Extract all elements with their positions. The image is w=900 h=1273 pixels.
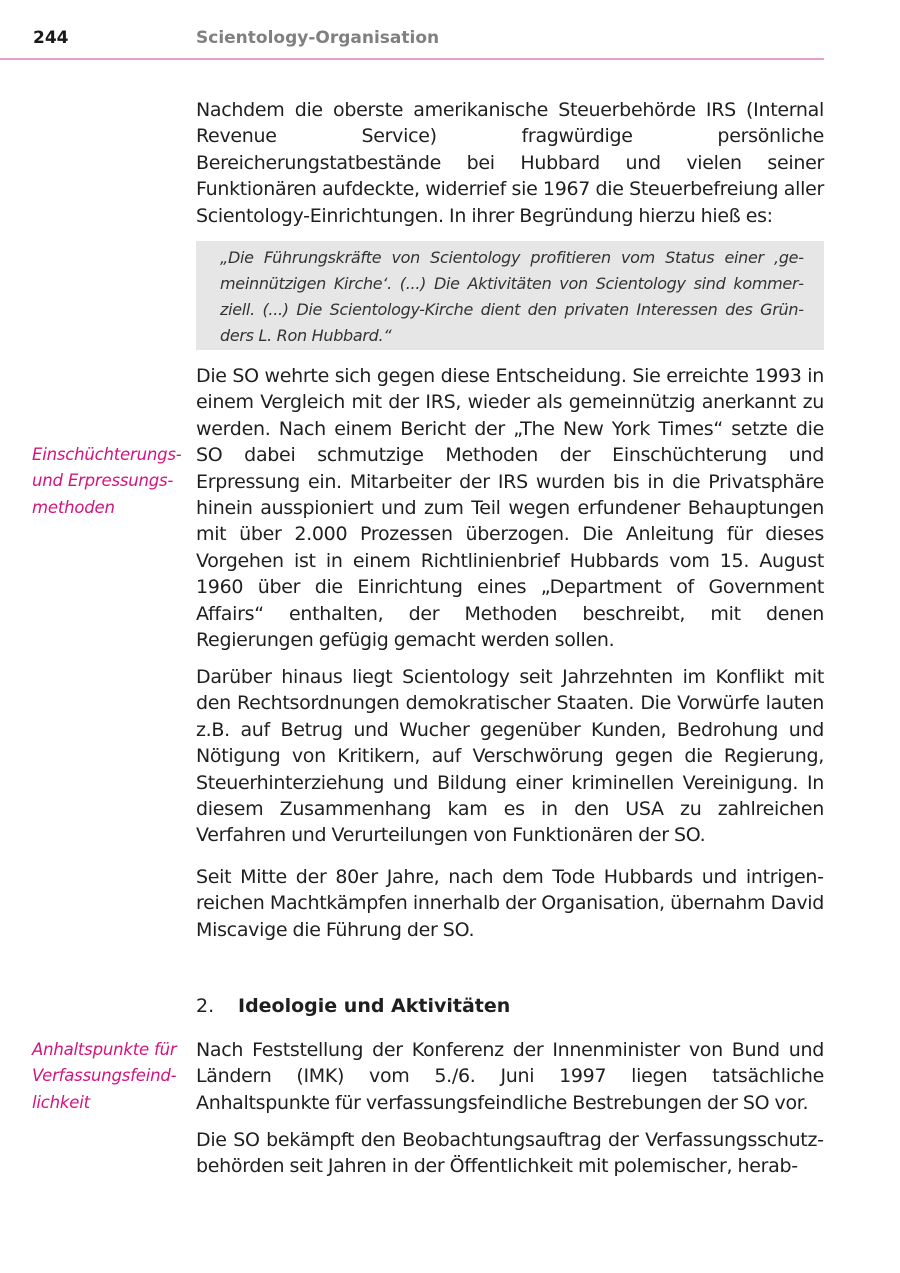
running-title: Scientology-Organisation — [196, 28, 440, 48]
section-title: Ideologie und Aktivitäten — [238, 995, 511, 1017]
paragraph-observation: Die SO bekämpft den Beobachtungsauftrag der Verfassungsschutzbehörden seit Jahren in der Öffentlichkeit mit polemischer, herab- — [196, 1129, 824, 1178]
margin-note-intimidation — [32, 442, 182, 521]
paragraph-miscavige: Seit Mitte der 80er Jahre, nach dem Tode Hubbards und intrigenreichen Machtkämpfen innerhalb der Organisation, übernahm David Miscavige die Führung der SO. — [196, 866, 824, 941]
section-heading — [196, 995, 510, 1017]
margin-note-text: Anhaltspunkte für Verfassungsfeind- lichkeit — [32, 1040, 177, 1112]
paragraph-irs-tax-exemption: Nachdem die oberste amerikanische Steuerbehörde IRS (Internal Revenue Service) fragwürdige persönliche Bereicherungstatbestände bei Hubbard und vielen seiner Funktionären aufdeckte, widerrief sie 1967 die Steuerbefreiung aller Scientology-Einrichtungen. In ihrer Begründung hierzu hieß es: — [196, 99, 824, 227]
running-header — [0, 0, 824, 60]
page-number: 244 — [33, 28, 69, 48]
margin-note-text: Einschüchterungs- und Erpressungs- methoden — [32, 445, 182, 517]
section-number: 2. — [196, 995, 215, 1017]
paragraph-legal-conflicts: Darüber hinaus liegt Scientology seit Jahrzehnten im Konflikt mit den Rechtsordnungen demokratischer Staaten. Die Vorwürfe lauten z.B. auf Betrug und Wucher gegenüber Kunden, Bedrohung und Nötigung von Kritikern, auf Verschwörung gegen die Regierung, Steuerhinterziehung und Bildung einer kriminellen Vereinigung. In diesem Zusammenhang kam es in den USA zu zahlreichen Verfahren und Verurteilungen von Funktionären der SO. — [196, 666, 824, 847]
paragraph-so-defense: Die SO wehrte sich gegen diese Entscheidung. Sie erreichte 1993 in einem Vergleich mit der IRS, wieder als gemeinnützig anerkannt zu werden. Nach einem Bericht der „The New York Times“ setzte die SO dabei schmutzige Methoden der Einschüchterung und Erpressung ein. Mitarbeiter der IRS wurden bis in die Privatsphäre hinein ausspioniert und zum Teil wegen erfundener Behauptungen mit über 2.000 Prozessen überzogen. Die Anleitung für dieses Vorgehen ist in einem Richtlinienbrief Hubbards vom 15. August 1960 über die Einrichtung eines „Department of Government Affairs“ enthalten, der Methoden beschreibt, mit denen Regierungen gefügig gemacht werden sollen. — [196, 365, 824, 652]
margin-note-unconstitutional — [32, 1037, 182, 1116]
quote-block — [196, 241, 824, 350]
quote-text: „Die Führungskräfte von Scientology profitieren vom Status einer ‚gemeinnützigen Kirche‘. (...) Die Aktivitäten von Scientology sind kommerziell. (...) Die Scientology-Kirche dient den privaten Interessen des Gründers L. Ron Hubbard.“ — [220, 248, 804, 345]
paragraph-imk: Nach Feststellung der Konferenz der Innenminister von Bund und Ländern (IMK) vom 5./6. Juni 1997 liegen tatsächliche Anhaltspunkte für verfassungsfeindliche Bestrebungen der SO vor. — [196, 1039, 824, 1114]
